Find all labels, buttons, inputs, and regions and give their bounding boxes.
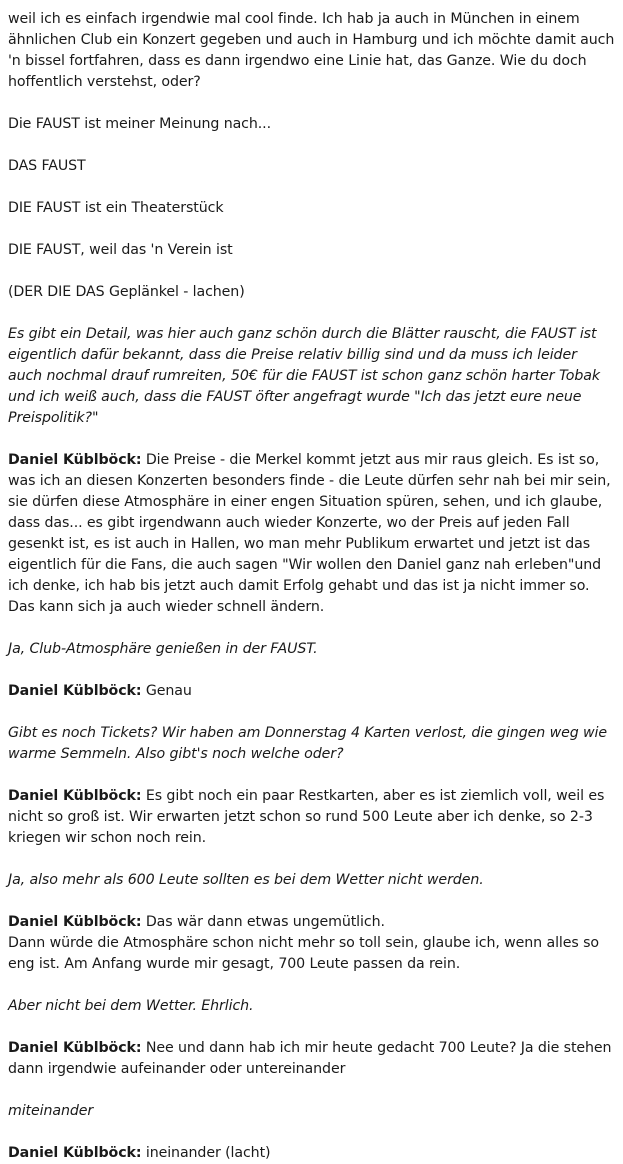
paragraph-text: miteinander (8, 1103, 94, 1119)
paragraph-text: Die FAUST ist meiner Meinung nach... (8, 116, 272, 132)
answer-paragraph (8, 9, 615, 93)
answer-paragraph (8, 282, 615, 303)
paragraph-text: ineinander (lacht) (141, 1145, 271, 1161)
speaker-name: Daniel Küblböck: (8, 788, 142, 804)
paragraph-text: (DER DIE DAS Geplänkel - lachen) (8, 284, 245, 300)
paragraph-text: Aber nicht bei dem Wetter. Ehrlich. (8, 998, 254, 1014)
answer-paragraph (8, 156, 615, 177)
paragraph-text: Ja, Club-Atmosphäre genießen in der FAUST. (8, 641, 318, 657)
answer-paragraph (8, 681, 615, 702)
paragraph-text: Das wär dann etwas ungemütlich. (141, 914, 385, 930)
answer-paragraph (8, 786, 615, 849)
question-paragraph (8, 996, 615, 1017)
answer-paragraph (8, 198, 615, 219)
question-paragraph (8, 639, 615, 660)
paragraph-text: Es gibt ein Detail, was hier auch ganz schön durch die Blätter rauscht, die FAUST ist eigentlich dafür bekannt, dass die Preise relativ billig sind und da muss ich leider auch nochmal drauf rumreiten, 50€ für die FAUST ist schon ganz schön harter Tobak und ich weiß auch, dass die FAUST öfter angefragt wurde "Ich das jetzt eure neue Preispolitik?" (8, 326, 600, 426)
speaker-name: Daniel Küblböck: (8, 914, 142, 930)
paragraph-text: Genau (141, 683, 192, 699)
paragraph-text: Die Preise - die Merkel kommt jetzt aus mir raus gleich. Es ist so, was ich an diesen Konzerten besonders finde - die Leute dürfen sehr nah bei mir sein, sie dürfen diese Atmosphäre in einer engen Situation spüren, sehen, und ich glaube, dass das... es gibt irgendwann auch wieder Konzerte, wo der Preis auf jeden Fall gesenkt ist, es ist auch in Hallen, wo man mehr Publikum erwartet und jetzt ist das eigentlich für die Fans, die auch sagen "Wir wollen den Daniel ganz nah erleben"und ich denke, ich hab bis jetzt auch damit Erfolg gehabt und das ist ja nicht immer so. Das kann sich ja auch wieder schnell ändern. (8, 452, 611, 615)
answer-paragraph (8, 240, 615, 261)
paragraph-text: Nee und dann hab ich mir heute gedacht 700 Leute? Ja die stehen dann irgendwie aufeinander oder untereinander (8, 1040, 612, 1077)
answer-paragraph (8, 912, 615, 975)
paragraph-text: Gibt es noch Tickets? Wir haben am Donnerstag 4 Karten verlost, die gingen weg wie warme Semmeln. Also gibt's noch welche oder? (8, 725, 608, 762)
paragraph-text: Ja, also mehr als 600 Leute sollten es bei dem Wetter nicht werden. (8, 872, 484, 888)
paragraph-text: DIE FAUST, weil das 'n Verein ist (8, 242, 233, 258)
speaker-name: Daniel Küblböck: (8, 1040, 142, 1056)
speaker-name: Daniel Küblböck: (8, 452, 142, 468)
paragraph-text: DAS FAUST (8, 158, 86, 174)
paragraph-text: weil ich es einfach irgendwie mal cool finde. Ich hab ja auch in München in einem ähnlichen Club ein Konzert gegeben und auch in Hamburg und ich möchte damit auch 'n bissel fortfahren, dass es dann irgendwo eine Linie hat, das Ganze. Wie du doch hoffentlich verstehst, oder? (8, 11, 615, 90)
answer-paragraph (8, 450, 615, 618)
paragraph-text: Es gibt noch ein paar Restkarten, aber es ist ziemlich voll, weil es nicht so groß ist. Wir erwarten jetzt schon so rund 500 Leute aber ich denke, so 2-3 kriegen wir schon noch rein. (8, 788, 605, 846)
answer-paragraph (8, 1143, 615, 1164)
question-paragraph (8, 870, 615, 891)
answer-paragraph (8, 1038, 615, 1080)
paragraph-text: DIE FAUST ist ein Theaterstück (8, 200, 224, 216)
speaker-name: Daniel Küblböck: (8, 683, 142, 699)
question-paragraph (8, 324, 615, 429)
question-paragraph (8, 1101, 615, 1122)
answer-paragraph (8, 114, 615, 135)
question-paragraph (8, 723, 615, 765)
paragraph-text-continued: Dann würde die Atmosphäre schon nicht mehr so toll sein, glaube ich, wenn alles so eng ist. Am Anfang wurde mir gesagt, 700 Leute passen da rein. (8, 935, 599, 972)
speaker-name: Daniel Küblböck: (8, 1145, 142, 1161)
